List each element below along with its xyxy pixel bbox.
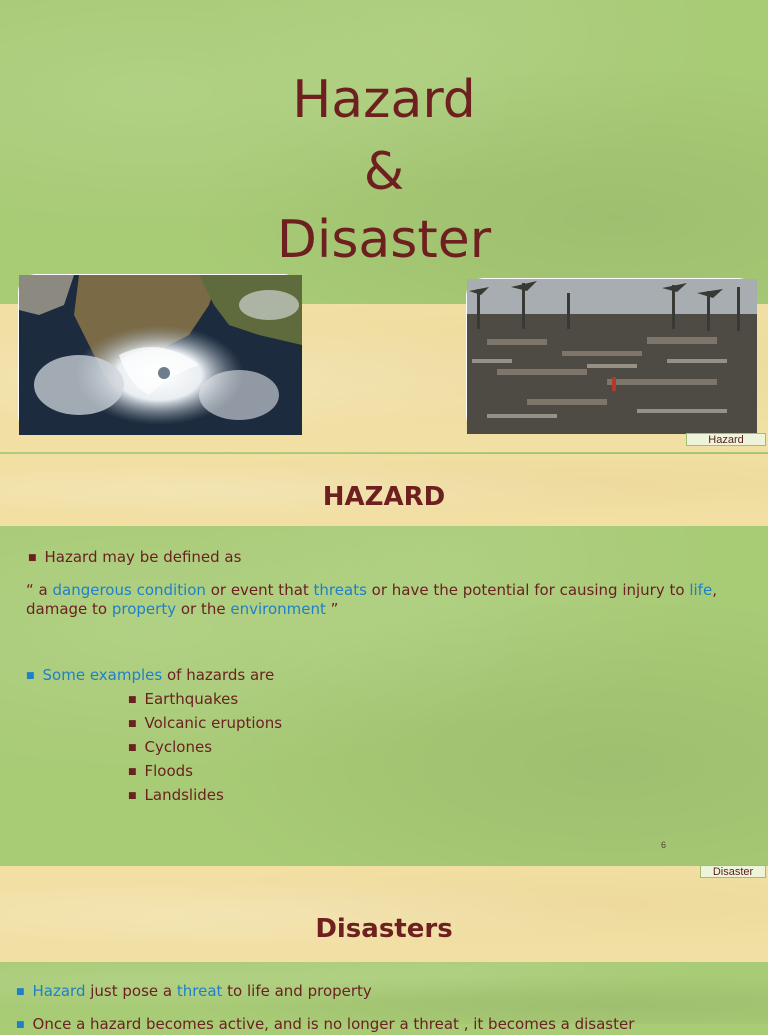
disaster-caption-tab: Disaster xyxy=(700,865,766,878)
bullet-square-icon: ■ xyxy=(128,743,137,753)
examples-lead-line: ■ Some examples of hazards are xyxy=(26,666,275,684)
disaster-debris-photo xyxy=(466,278,756,433)
bullet-square-icon: ■ xyxy=(28,553,37,563)
bullet-square-icon: ■ xyxy=(16,987,25,997)
page-number: 6 xyxy=(661,840,667,850)
hazard-intro-text: Hazard may be defined as xyxy=(44,548,242,566)
hazard-intro-line xyxy=(28,548,241,568)
bullet-square-icon: ■ xyxy=(128,719,137,729)
satellite-cyclone-image xyxy=(18,274,301,434)
list-item: ■ Volcanic eruptions xyxy=(128,714,283,732)
hazard-definition: “ a dangerous condition or event that threats or have the potential for causing injury to life, damage to property or the environment ” xyxy=(26,581,717,618)
bullet-square-icon: ■ xyxy=(128,791,137,801)
hazard-caption-tab: Hazard xyxy=(686,433,766,446)
bullet-square-icon: ■ xyxy=(128,767,137,777)
slide-title-line-2: & xyxy=(363,142,405,202)
hazard-examples-list xyxy=(128,688,282,808)
list-item: ■ Earthquakes xyxy=(128,690,239,708)
slide-title-line-1: Hazard xyxy=(292,70,476,130)
list-item: ■ Landslides xyxy=(128,786,224,804)
slide2-background xyxy=(0,526,768,866)
bullet-square-icon: ■ xyxy=(16,1020,25,1030)
hazard-heading: HAZARD xyxy=(322,482,446,512)
list-item: ■ Floods xyxy=(128,762,194,780)
bullet-square-icon: ■ xyxy=(26,671,35,681)
bullet-square-icon: ■ xyxy=(128,695,137,705)
slide-title-line-3: Disaster xyxy=(276,210,492,270)
disaster-line-2: ■ Once a hazard becomes active, and is no longer a threat , it becomes a disaster xyxy=(16,1015,635,1033)
list-item: ■ Cyclones xyxy=(128,738,213,756)
disasters-heading: Disasters xyxy=(315,914,453,944)
disaster-line-1: ■ Hazard just pose a threat to life and property xyxy=(16,982,372,1000)
